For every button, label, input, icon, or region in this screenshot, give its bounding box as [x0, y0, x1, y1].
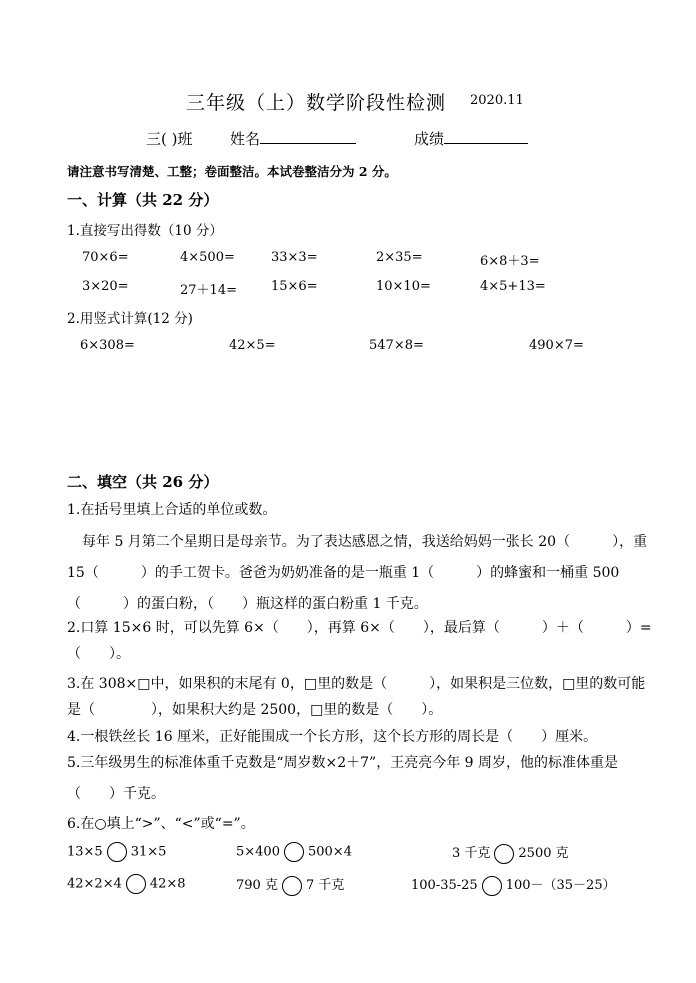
- q1-title: 1.直接写出得数（10 分）: [67, 223, 223, 239]
- compare-right: 100－（35－25）: [505, 878, 616, 893]
- page-title: 三年级（上）数学阶段性检测: [186, 92, 447, 114]
- compare-circle-input[interactable]: [284, 842, 304, 862]
- compare-circle-input[interactable]: [107, 842, 127, 862]
- oral-problem: 4×5+13=: [480, 279, 546, 294]
- compare-left: 3 千克: [452, 846, 491, 861]
- compare-circle-input[interactable]: [126, 874, 146, 894]
- oral-problem: 15×6=: [271, 279, 318, 294]
- compare-item: [236, 874, 344, 896]
- compare-left: 100-35-25: [411, 878, 478, 893]
- compare-left: 42×2×4: [67, 876, 122, 892]
- q2-title: 2.用竖式计算(12 分): [67, 311, 193, 327]
- compare-right: 500×4: [307, 844, 352, 860]
- oral-problem: 3×20=: [82, 279, 129, 294]
- fill-line: 15（ ）的手工贺卡。爸爸为奶奶准备的是一瓶重 1（ ）的蜂蜜和一桶重 500: [67, 565, 620, 581]
- oral-problem: 10×10=: [376, 279, 431, 294]
- vertical-problem: 42×5=: [229, 338, 276, 353]
- name-label: 姓名: [230, 130, 261, 148]
- fill-line: （ ）。: [67, 646, 130, 662]
- oral-problem: 33×3=: [271, 250, 318, 265]
- compare-item: [452, 842, 569, 864]
- exam-date: 2020.11: [470, 93, 524, 108]
- compare-right: 31×5: [130, 844, 167, 860]
- vertical-problem: 6×308=: [80, 338, 135, 353]
- fill-line: 4.一根铁丝长 16 厘米，正好能围成一个长方形，这个长方形的周长是（ ）厘米。: [67, 729, 598, 745]
- section-1-title: 一、计算（共 22 分）: [67, 191, 219, 209]
- fill-line: 2.口算 15×6 时，可以先算 6×（ ），再算 6×（ ），最后算（ ）＋（ ）=: [67, 620, 652, 636]
- fill-line: 3.在 308×□中，如果积的末尾有 0，□里的数是（ ），如果积是三位数，□里的数可能: [67, 676, 646, 692]
- fill-line: （ ）的蛋白粉，（ ）瓶这样的蛋白粉重 1 千克。: [67, 596, 428, 612]
- oral-problem: 6×8＋3=: [480, 254, 540, 269]
- compare-right: 42×8: [149, 876, 186, 892]
- instruction-note: 请注意书写清楚、工整；卷面整洁。本试卷整洁分为 2 分。: [67, 164, 397, 179]
- compare-circle-input[interactable]: [494, 844, 514, 864]
- compare-item: [236, 842, 352, 862]
- compare-right: 2500 克: [518, 846, 569, 861]
- name-field[interactable]: [230, 128, 356, 149]
- fill-line: 6.在○填上“>”、“<”或“=”。: [67, 816, 255, 832]
- compare-circle-input[interactable]: [482, 876, 502, 896]
- compare-item: [67, 874, 186, 894]
- score-label: 成绩: [414, 130, 445, 148]
- fill-line: 是（ ），如果积大约是 2500，□里的数是（ ）。: [67, 702, 443, 718]
- oral-problem: 4×500=: [180, 250, 235, 265]
- fill-line: 5.三年级男生的标准体重千克数是“周岁数×2＋7”，王亮亮今年 9 周岁，他的标准体重是: [67, 755, 619, 771]
- vertical-problem: 547×8=: [369, 338, 424, 353]
- compare-left: 5×400: [236, 844, 280, 860]
- oral-problem: 70×6=: [82, 250, 129, 265]
- fill-line: 每年 5 月第二个星期日是母亲节。为了表达感恩之情，我送给妈妈一张长 20（ ），重: [82, 534, 648, 550]
- oral-problem: 27＋14=: [180, 283, 237, 298]
- class-label: 三( )班: [146, 130, 193, 148]
- fill-line: （ ）千克。: [67, 786, 165, 802]
- compare-item: [411, 874, 616, 896]
- compare-circle-input[interactable]: [282, 876, 302, 896]
- name-underline: [260, 129, 356, 144]
- fill-line: 1.在括号里填上合适的单位或数。: [67, 502, 277, 518]
- vertical-problem: 490×7=: [529, 338, 584, 353]
- compare-right: 7 千克: [305, 878, 345, 893]
- compare-left: 790 克: [236, 878, 278, 893]
- compare-left: 13×5: [67, 844, 103, 860]
- score-underline: [444, 129, 528, 144]
- section-2-title: 二、填空（共 26 分）: [67, 473, 219, 491]
- compare-item: [67, 842, 166, 862]
- oral-problem: 2×35=: [376, 250, 423, 265]
- score-field[interactable]: [414, 128, 528, 149]
